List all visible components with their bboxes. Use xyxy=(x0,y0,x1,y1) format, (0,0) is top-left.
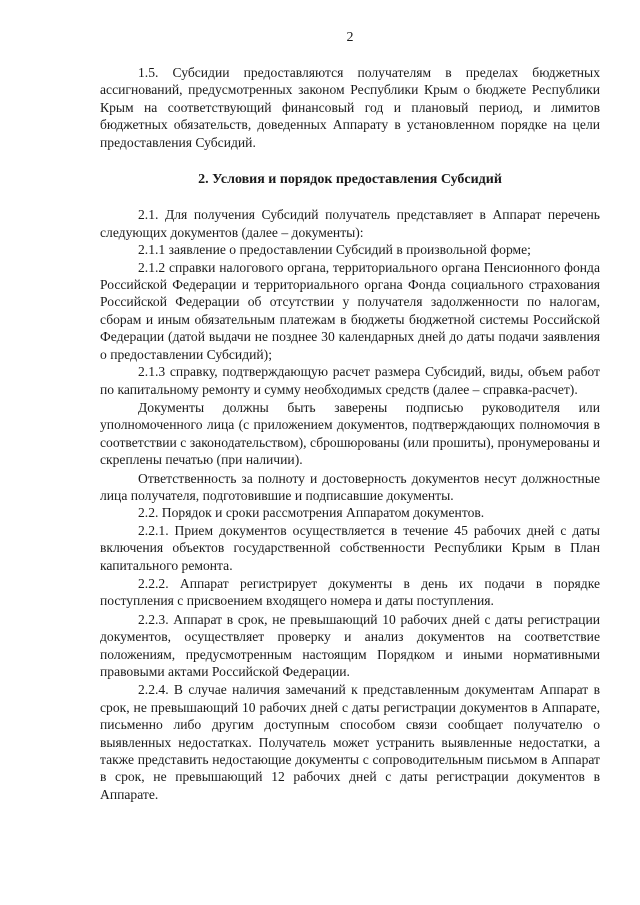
paragraph-1-5: 1.5. Субсидии предоставляются получателям в пределах бюджетных ассигнований, предусмотренных законом Республики Крым о бюджете Республики Крым на соответствующий финансовый год и плановый период, и лимитов бюджетных обязательств, доведенных Аппарату в установленном порядке на цели предоставления Субсидий. xyxy=(100,65,600,150)
paragraph-2-1-2: 2.1.2 справки налогового органа, территориального органа Пенсионного фонда Российской Федерации и территориального органа Фонда социального страхования Российской Федерации об отсутствии у получателя задолженности по налогам, сборам и иным обязательным платежам в бюджеты бюджетной системы Российской Федерации (датой выдачи не позднее 30 календарных дней до даты подачи заявления о предоставлении Субсидий); xyxy=(100,259,600,362)
page-number: 2 xyxy=(346,30,354,45)
paragraph-2-1: 2.1. Для получения Субсидий получатель представляет в Аппарат перечень следующих документов (далее – документы): xyxy=(100,207,600,240)
paragraph-2-2-4: 2.2.4. В случае наличия замечаний к представленным документам Аппарат в срок, не превышающий 10 рабочих дней с даты регистрации документов в Аппарате, письменно либо другим доступным способом связи сообщает получателю о выявленных недостатках. Получатель может устранить выявленные недостатки, а также представить недостающие документы с сопроводительным письмом в Аппарат в срок, не превышающий 12 рабочих дней с даты регистрации документов в Аппарате. xyxy=(100,682,600,802)
paragraph-2-2: 2.2. Порядок и сроки рассмотрения Аппаратом документов. xyxy=(138,505,485,521)
section-heading: 2. Условия и порядок предоставления Субсидий xyxy=(198,172,502,188)
paragraph-documents-certification: Документы должны быть заверены подписью руководителя или уполномоченного лица (с приложением документов, подтверждающих полномочия в соответствии с законодательством), сброшюрованы (или прошиты), пронумерованы и скреплены печатью (при наличии). xyxy=(100,399,600,468)
paragraph-2-1-1: 2.1.1 заявление о предоставлении Субсидий в произвольной форме; xyxy=(138,242,531,258)
paragraph-2-2-2: 2.2.2. Аппарат регистрирует документы в день их подачи в порядке поступления с присвоением входящего номера и даты поступления. xyxy=(100,575,600,609)
paragraph-2-2-1: 2.2.1. Прием документов осуществляется в течение 45 рабочих дней с даты включения объектов государственной собственности Республики Крым в План капитального ремонта. xyxy=(100,522,600,573)
paragraph-2-2-3: 2.2.3. Аппарат в срок, не превышающий 10 рабочих дней с даты регистрации документов, осуществляет проверку и анализ документов на соответствие положениям, предусмотренным настоящим Порядком и иными нормативными правовыми актами Российской Федерации. xyxy=(100,611,600,679)
paragraph-responsibility: Ответственность за полноту и достоверность документов несут должностные лица получателя, подготовившие и подписавшие документы. xyxy=(100,470,600,503)
paragraph-2-1-3: 2.1.3 справку, подтверждающую расчет размера Субсидий, виды, объем работ по капитальному ремонту и сумму необходимых средств (далее – справка-расчет). xyxy=(100,364,600,397)
